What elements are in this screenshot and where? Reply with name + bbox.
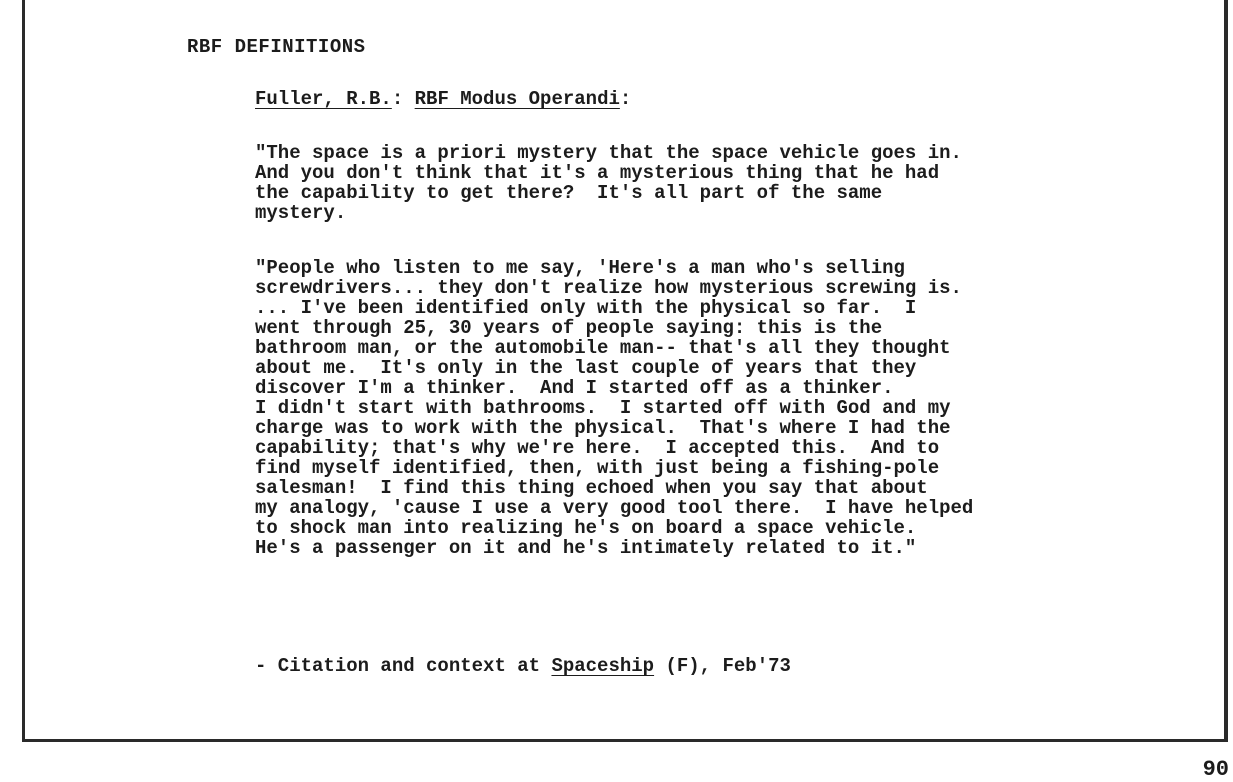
quote-paragraph-2: "People who listen to me say, 'Here's a man who's selling screwdrivers... they don't realize how mysterious screwing is. ... I've been identified only with the physical so far. I went through 25, 30 years of people saying: this is the bathroom man, or the automobile man-- that's all they thought about me. It's only in the last couple of years that they discover I'm a thinker. And I started off as a thinker. I didn't start with bathrooms. I started off with God and my charge was to work with the physical. That's where I had the capability; that's why we're here. I accepted this. And to find myself identified, then, with just being a fishing-pole salesman! I find this thing echoed when you say that about my analogy, 'cause I use a very good tool there. I have helped to shock man into realizing he's on board a space vehicle. He's a passenger on it and he's intimately related to it." bbox=[255, 257, 974, 559]
quote-paragraph-1: "The space is a priori mystery that the space vehicle goes in. And you don't think that it's a mysterious thing that he had the capability to get there? It's all part of the same mystery. bbox=[255, 142, 962, 224]
author-separator: : bbox=[391, 88, 415, 110]
citation-suffix: (F), Feb'73 bbox=[654, 655, 791, 677]
page-heading: RBF DEFINITIONS bbox=[187, 36, 366, 58]
work-title-suffix: : bbox=[619, 88, 632, 110]
page-number: 90 bbox=[1202, 757, 1229, 782]
source-line bbox=[255, 88, 631, 110]
work-title: RBF Modus Operandi bbox=[414, 88, 620, 110]
citation-prefix: - Citation and context at bbox=[255, 655, 552, 677]
citation-link-spaceship[interactable]: Spaceship bbox=[551, 655, 655, 677]
author-name: Fuller, R.B. bbox=[255, 88, 392, 110]
citation-line bbox=[255, 655, 791, 677]
